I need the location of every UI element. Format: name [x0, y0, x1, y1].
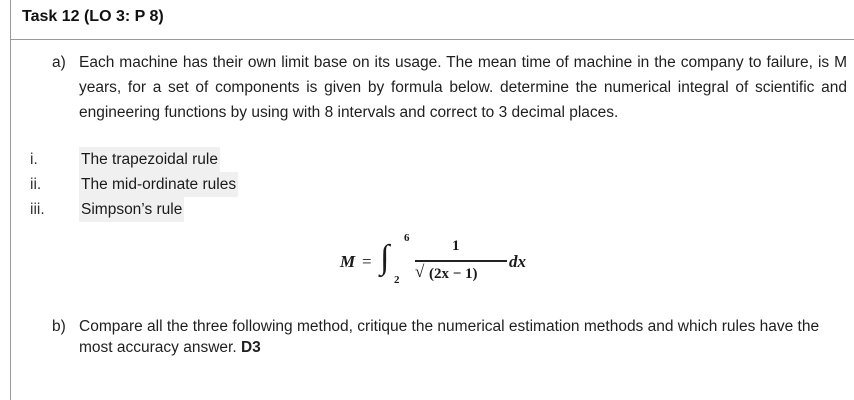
part-b-text: Compare all the three following method, critique the numerical estimation methods and which rules have the most accuracy answer. — [79, 318, 820, 356]
numerator: 1 — [452, 238, 460, 254]
part-b-marker: b) — [52, 318, 66, 335]
part-a-text: Each machine has their own limit base on its usage. The mean time of machine in the company to failure, is M years, for a set of components is given by formula below. determine the numerical integral of scientific and engineering functions by using with 8 intervals and correct to 3 decimal places. — [79, 54, 847, 121]
method-simpson: Simpson’s rule — [79, 197, 184, 222]
upper-limit: 6 — [404, 232, 410, 244]
differential: dx — [509, 252, 526, 271]
part-b-paragraph — [52, 316, 847, 358]
integral-formula — [340, 232, 540, 292]
formula-equals: = — [362, 252, 372, 271]
header-divider — [10, 39, 854, 40]
formula-lhs: M — [340, 252, 356, 271]
fraction-bar — [415, 260, 507, 262]
part-a-marker: a) — [52, 54, 66, 71]
list-item-number: i. — [30, 151, 38, 168]
sqrt-icon: √ — [415, 262, 425, 281]
list-item-number: iii. — [30, 201, 45, 218]
part-b-text-wrap — [79, 316, 847, 358]
task-title: Task 12 (LO 3: P 8) — [22, 8, 164, 25]
integral-sign-icon: ∫ — [380, 239, 390, 276]
denominator: (2x − 1) — [429, 266, 478, 282]
method-trapezoidal: The trapezoidal rule — [79, 147, 220, 172]
method-mid-ordinate: The mid-ordinate rules — [79, 172, 238, 197]
list-item-number: ii. — [30, 176, 42, 193]
lower-limit: 2 — [394, 274, 400, 286]
part-a-paragraph — [52, 50, 847, 125]
grade-label: D3 — [240, 339, 261, 356]
